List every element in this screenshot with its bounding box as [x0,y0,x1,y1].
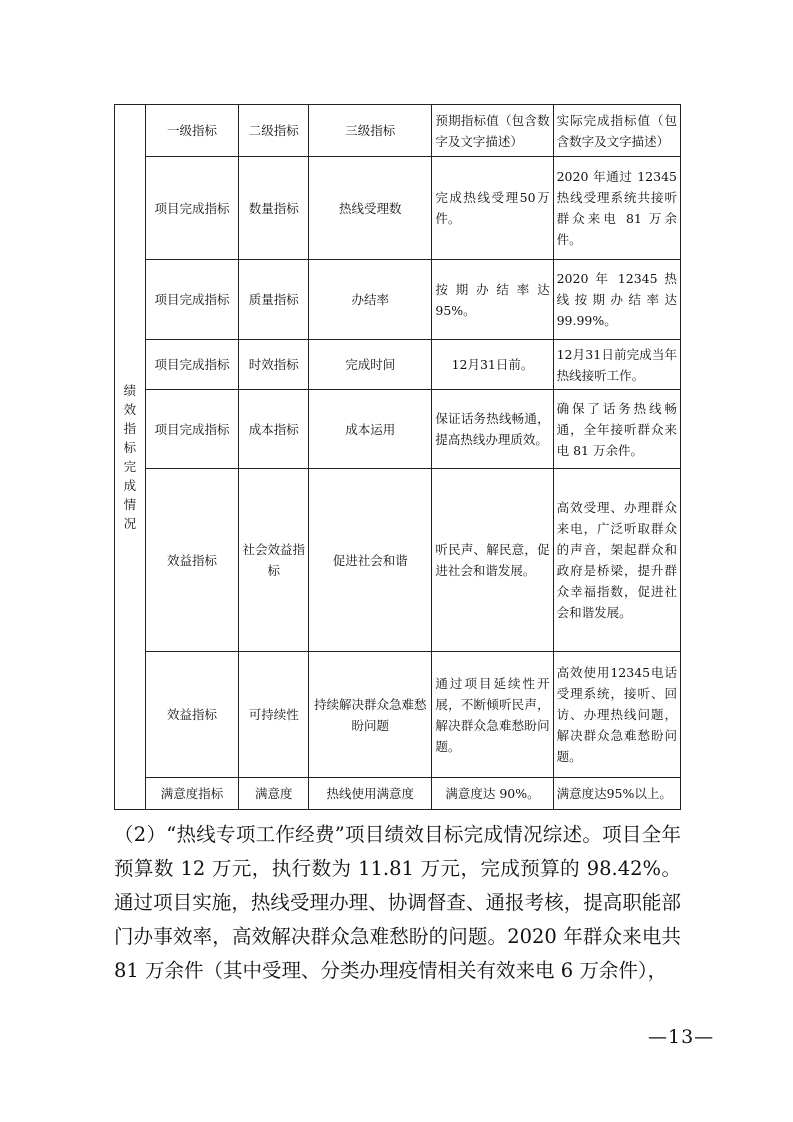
table-cell: 听民声、解民意，促进社会和谐发展。 [432,469,553,652]
table-cell: 确保了话务热线畅通，全年接听群众来电 81 万余件。 [553,390,680,469]
table-header-row [115,105,681,157]
header-cell: 实际完成指标值（包含数字及文字描述） [553,105,680,157]
table-cell: 通过项目延续性开展，不断倾听民声，解决群众急难愁盼问题。 [432,652,553,778]
table-cell: 持续解决群众急难愁盼问题 [309,652,432,778]
table-cell: 完成热线受理50万件。 [432,157,553,260]
side-label: 绩效指标完成情况 [123,383,137,531]
side-label-cell [115,105,146,810]
performance-indicator-table [114,104,681,810]
table-cell: 按期办结率达95%。 [432,260,553,340]
table-cell: 12月31日前完成当年热线接听工作。 [553,340,680,390]
table-cell: 12月31日前。 [432,340,553,390]
table-cell: 效益指标 [145,469,238,652]
table-row [115,157,681,260]
table-row [115,652,681,778]
table-cell: 可持续性 [239,652,309,778]
table-cell: 完成时间 [309,340,432,390]
table-cell: 促进社会和谐 [309,469,432,652]
table-cell: 项目完成指标 [145,260,238,340]
table-cell: 项目完成指标 [145,390,238,469]
page-number: —13— [648,1026,715,1048]
table-cell: 满意度指标 [145,778,238,810]
table-cell: 满意度达 90%。 [432,778,553,810]
table-row [115,260,681,340]
table-row [115,778,681,810]
header-cell: 三级指标 [309,105,432,157]
table-row [115,340,681,390]
table-cell: 时效指标 [239,340,309,390]
table-cell: 项目完成指标 [145,340,238,390]
table-cell: 热线受理数 [309,157,432,260]
header-cell: 一级指标 [145,105,238,157]
table-cell: 项目完成指标 [145,157,238,260]
table-cell: 效益指标 [145,652,238,778]
table-cell: 2020 年通过 12345 热线受理系统共接听群众来电 81 万余件。 [553,157,680,260]
header-cell: 预期指标值（包含数字及文字描述） [432,105,553,157]
table-cell: 满意度 [239,778,309,810]
table-cell: 2020 年 12345 热线按期办结率达99.99%。 [553,260,680,340]
body-paragraph: （2）“热线专项工作经费”项目绩效目标完成情况综述。项目全年预算数 12 万元，执行数为 11.81 万元，完成预算的 98.42%。通过项目实施，热线受理办理、协调督查、通报考核，提高职能部门办事效率，高效解决群众急难愁盼的问题。2020 年群众来电共 81 万余件（其中受理、分类办理疫情相关有效来电 6 万余件）， [114,823,681,982]
header-cell: 二级指标 [239,105,309,157]
table-cell: 高效受理、办理群众来电，广泛听取群众的声音，架起群众和政府是桥梁，提升群众幸福指数，促进社会和谐发展。 [553,469,680,652]
table-cell: 成本运用 [309,390,432,469]
table-cell: 满意度达95%以上。 [553,778,680,810]
table-cell: 保证话务热线畅通，提高热线办理质效。 [432,390,553,469]
table-row [115,469,681,652]
table-cell: 社会效益指标 [239,469,309,652]
table-row [115,390,681,469]
table-cell: 成本指标 [239,390,309,469]
table-cell: 热线使用满意度 [309,778,432,810]
table-cell: 高效使用12345电话受理系统，接听、回访、办理热线问题，解决群众急难愁盼问题。 [553,652,680,778]
table-cell: 办结率 [309,260,432,340]
table-cell: 数量指标 [239,157,309,260]
table-cell: 质量指标 [239,260,309,340]
